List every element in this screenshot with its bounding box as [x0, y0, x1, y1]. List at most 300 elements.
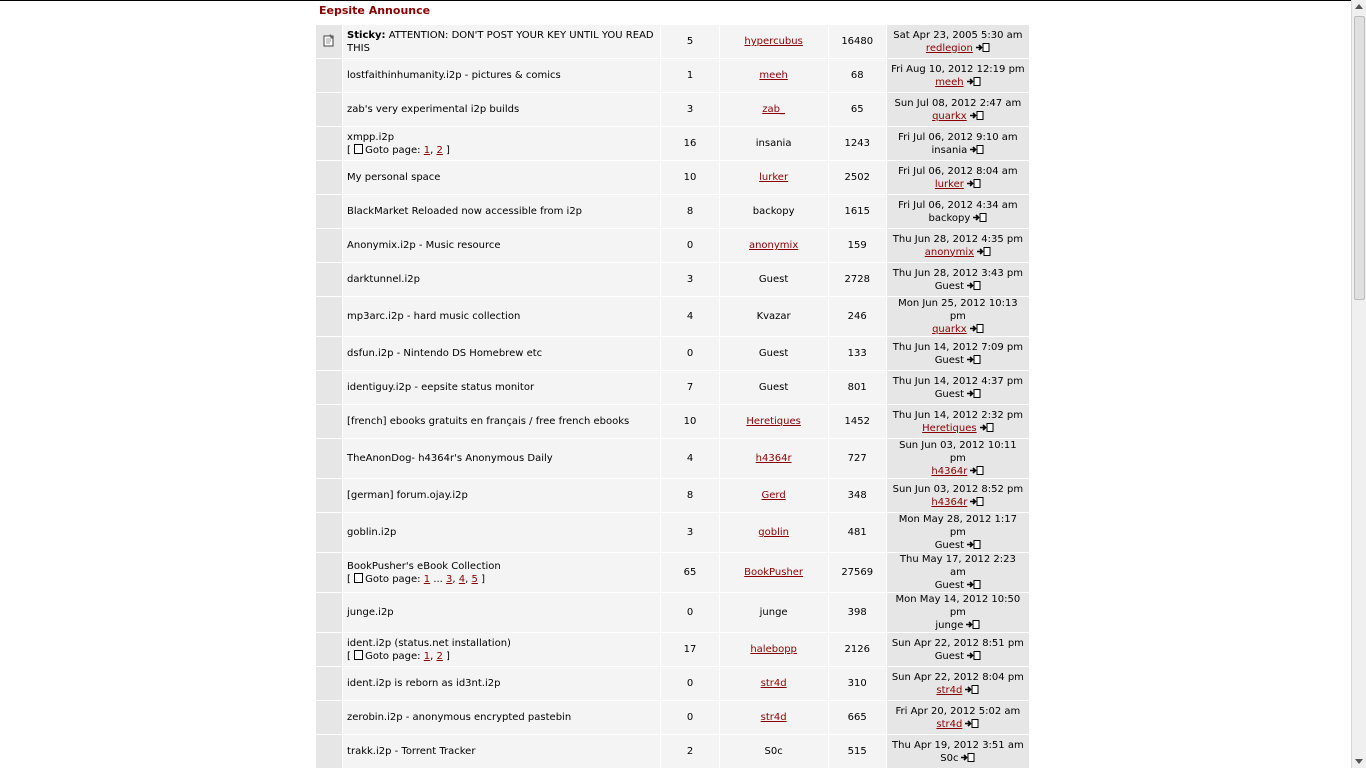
last-post-cell	[887, 479, 1029, 512]
topic-title-link[interactable]: dsfun.i2p - Nintendo DS Homebrew etc	[347, 348, 543, 359]
topic-title-cell	[343, 229, 660, 262]
last-post-date: Thu Jun 14, 2012 2:32 pm	[892, 409, 1023, 421]
last-post-author: S0c	[940, 752, 959, 764]
last-post-cell	[887, 161, 1029, 194]
last-post-author-link[interactable]: h4364r	[931, 466, 968, 477]
topic-status-cell	[316, 735, 342, 768]
author-cell	[720, 633, 828, 666]
topic-title-link[interactable]: trakk.i2p - Torrent Tracker	[347, 746, 476, 757]
author-link[interactable]: h4364r	[755, 453, 792, 464]
goto-open-bracket: [	[347, 144, 351, 156]
views-cell	[829, 195, 886, 228]
replies-count: 3	[686, 274, 694, 285]
topic-title-cell	[343, 297, 660, 336]
author-link[interactable]: BookPusher	[744, 567, 804, 578]
views-count: 65	[850, 104, 864, 115]
topic-title-link[interactable]: [german] forum.ojay.i2p	[347, 490, 468, 501]
views-cell	[829, 263, 886, 296]
goto-last-post-icon[interactable]	[980, 423, 994, 432]
goto-last-post-icon[interactable]	[967, 355, 981, 364]
views-cell	[829, 667, 886, 700]
page-ellipsis: ...	[433, 573, 443, 585]
replies-count: 8	[686, 206, 694, 217]
last-post-cell	[887, 297, 1029, 336]
goto-pages: [ Goto page: 1, 2 ]	[347, 144, 450, 156]
replies-cell	[661, 337, 718, 370]
last-post-author-link[interactable]: str4d	[936, 718, 963, 730]
goto-last-post-icon[interactable]	[967, 281, 981, 290]
views-cell	[829, 405, 886, 438]
topic-row	[316, 593, 1029, 632]
page-link[interactable]: 1	[423, 573, 431, 585]
sticky-label: Sticky:	[347, 29, 386, 41]
goto-last-post-icon[interactable]	[977, 247, 991, 256]
author-link[interactable]: meeh	[759, 70, 788, 81]
author-name: junge	[759, 607, 788, 618]
last-post-author: Guest	[934, 388, 965, 400]
topic-title-link[interactable]: xmpp.i2p	[347, 131, 395, 143]
last-post-cell	[887, 195, 1029, 228]
views-count: 246	[847, 311, 867, 322]
topic-row	[316, 263, 1029, 296]
views-count: 2126	[844, 644, 870, 655]
author-cell	[720, 127, 828, 160]
last-post-cell	[887, 127, 1029, 160]
replies-cell	[661, 633, 718, 666]
topic-row	[316, 297, 1029, 336]
topic-row	[316, 667, 1029, 700]
replies-cell	[661, 479, 718, 512]
scroll-down-arrow-icon[interactable]	[1355, 759, 1363, 764]
last-post-author: Guest	[934, 650, 965, 662]
topic-title-cell	[343, 161, 660, 194]
author-cell	[720, 593, 828, 632]
author-cell	[720, 553, 828, 592]
topic-row	[316, 337, 1029, 370]
topics-table	[315, 24, 1030, 769]
topic-status-cell	[316, 553, 342, 592]
author-link[interactable]: hypercubus	[744, 36, 803, 47]
last-post-cell	[887, 553, 1029, 592]
author-link[interactable]: Heretiques	[746, 416, 801, 427]
author-link[interactable]: str4d	[760, 712, 787, 723]
goto-last-post-icon[interactable]	[967, 580, 981, 589]
sticky-topic-icon	[322, 33, 336, 47]
last-post-author: junge	[935, 620, 964, 631]
last-post-author: Guest	[934, 580, 965, 591]
forum-title-link[interactable]: Eepsite Announce	[319, 4, 431, 17]
topic-row	[316, 195, 1029, 228]
page-link[interactable]: 1	[423, 144, 431, 156]
last-post-author-link[interactable]: str4d	[936, 684, 963, 696]
replies-cell	[661, 229, 718, 262]
goto-last-post-icon[interactable]	[967, 651, 981, 660]
topic-row	[316, 93, 1029, 126]
goto-label: Goto page:	[365, 573, 421, 585]
replies-count: 16	[683, 138, 697, 149]
goto-last-post-icon[interactable]	[965, 685, 979, 694]
topic-status-cell	[316, 59, 342, 92]
topic-title-link[interactable]: junge.i2p	[347, 607, 394, 618]
topic-status-cell	[316, 371, 342, 404]
goto-last-post-icon[interactable]	[967, 389, 981, 398]
topic-title-cell	[343, 195, 660, 228]
last-post-date: Fri Jul 06, 2012 4:34 am	[898, 199, 1018, 211]
replies-count: 8	[686, 490, 694, 501]
topic-row	[316, 633, 1029, 666]
goto-last-post-icon[interactable]	[976, 43, 990, 52]
page-link[interactable]: 5	[471, 573, 478, 585]
topic-title-link[interactable]: lostfaithinhumanity.i2p - pictures & comics	[347, 70, 561, 81]
goto-open-bracket: [	[347, 573, 351, 585]
last-post-date: Sun Apr 22, 2012 8:04 pm	[891, 671, 1024, 683]
author-cell	[720, 337, 828, 370]
last-post-author-link[interactable]: quarkx	[932, 324, 967, 335]
last-post-cell	[887, 263, 1029, 296]
topic-row	[316, 439, 1029, 478]
topic-status-cell	[316, 701, 342, 734]
topic-title-link[interactable]: Anonymix.i2p - Music resource	[347, 240, 501, 251]
views-cell	[829, 59, 886, 92]
replies-count: 65	[683, 567, 697, 578]
author-link[interactable]: goblin	[758, 527, 789, 538]
views-cell	[829, 93, 886, 126]
goto-pages: [ Goto page: 1, 2 ]	[347, 650, 450, 662]
author-cell	[720, 479, 828, 512]
author-cell	[720, 405, 828, 438]
topic-title-link[interactable]: goblin.i2p	[347, 527, 397, 538]
topic-row	[316, 161, 1029, 194]
topic-title-link[interactable]: TheAnonDog- h4364r's Anonymous Daily	[347, 453, 553, 464]
views-count: 2728	[844, 274, 870, 285]
author-cell	[720, 735, 828, 768]
last-post-cell	[887, 439, 1029, 478]
topic-title-cell	[343, 553, 660, 592]
topic-status-cell	[316, 161, 342, 194]
replies-count: 10	[683, 172, 697, 183]
last-post-author-link[interactable]: anonymix	[924, 246, 975, 258]
views-count: 1452	[844, 416, 870, 427]
last-post-cell	[887, 25, 1029, 58]
views-cell	[829, 297, 886, 336]
topic-title-link[interactable]: ident.i2p (status.net installation)	[347, 637, 511, 649]
goto-label: Goto page:	[365, 650, 421, 662]
replies-cell	[661, 553, 718, 592]
replies-count: 0	[686, 712, 694, 723]
goto-last-post-icon[interactable]	[961, 753, 975, 762]
last-post-date: Thu Apr 19, 2012 3:51 am	[892, 739, 1024, 751]
topic-title-cell	[343, 263, 660, 296]
topic-title-link[interactable]: darktunnel.i2p	[347, 274, 420, 285]
author-name: Kvazar	[756, 311, 791, 322]
scroll-up-arrow-icon[interactable]	[1355, 4, 1363, 9]
topic-row	[316, 371, 1029, 404]
last-post-date: Thu Jun 28, 2012 3:43 pm	[892, 267, 1023, 279]
top-border	[0, 0, 1352, 1]
last-post-date: Sun Jul 08, 2012 2:47 am	[894, 97, 1022, 109]
goto-last-post-icon[interactable]	[966, 620, 980, 629]
goto-last-post-icon[interactable]	[970, 466, 984, 475]
views-count: 398	[847, 607, 867, 618]
replies-cell	[661, 371, 718, 404]
last-post-cell	[887, 667, 1029, 700]
page-link[interactable]: 2	[436, 144, 443, 156]
topic-title-cell	[343, 593, 660, 632]
views-cell	[829, 371, 886, 404]
topic-status-cell	[316, 25, 342, 58]
goto-last-post-icon[interactable]	[970, 111, 984, 120]
author-cell	[720, 439, 828, 478]
topic-status-cell	[316, 593, 342, 632]
views-cell	[829, 229, 886, 262]
replies-count: 1	[686, 70, 694, 81]
last-post-author-link[interactable]: redlegion	[925, 42, 973, 54]
last-post-cell	[887, 405, 1029, 438]
views-cell	[829, 25, 886, 58]
views-count: 16480	[841, 36, 874, 47]
views-cell	[829, 735, 886, 768]
topic-status-cell	[316, 633, 342, 666]
views-count: 665	[847, 712, 867, 723]
last-post-author-link[interactable]: Heretiques	[922, 422, 977, 434]
last-post-cell	[887, 229, 1029, 262]
author-link[interactable]: Gerd	[761, 490, 786, 501]
replies-cell	[661, 405, 718, 438]
replies-cell	[661, 25, 718, 58]
views-count: 1615	[844, 206, 870, 217]
topic-title-cell	[343, 479, 660, 512]
topic-row	[316, 735, 1029, 768]
replies-count: 10	[683, 416, 697, 427]
last-post-cell	[887, 593, 1029, 632]
replies-cell	[661, 513, 718, 552]
views-count: 481	[847, 527, 867, 538]
replies-count: 7	[686, 382, 694, 393]
topic-row	[316, 553, 1029, 592]
page-link[interactable]: 1	[423, 650, 431, 662]
topic-title-link[interactable]: BlackMarket Reloaded now accessible from i2p	[347, 206, 583, 217]
last-post-date: Mon Jun 25, 2012 10:13 pm	[898, 298, 1018, 322]
last-post-date: Fri Aug 10, 2012 12:19 pm	[891, 63, 1025, 75]
views-cell	[829, 127, 886, 160]
author-name: backopy	[752, 206, 795, 217]
replies-count: 0	[686, 240, 694, 251]
last-post-date: Fri Jul 06, 2012 9:10 am	[898, 131, 1018, 143]
last-post-cell	[887, 93, 1029, 126]
author-cell	[720, 59, 828, 92]
replies-cell	[661, 93, 718, 126]
topic-title-link[interactable]: BookPusher's eBook Collection	[347, 560, 501, 572]
last-post-date: Sat Apr 23, 2005 5:30 am	[893, 29, 1023, 41]
views-cell	[829, 161, 886, 194]
last-post-cell	[887, 735, 1029, 768]
views-count: 310	[847, 678, 867, 689]
topic-status-cell	[316, 229, 342, 262]
replies-count: 3	[686, 104, 694, 115]
goto-label: Goto page:	[365, 144, 421, 156]
topic-status-cell	[316, 93, 342, 126]
author-name: Guest	[758, 382, 789, 393]
topic-status-cell	[316, 297, 342, 336]
goto-close-bracket: ]	[446, 144, 450, 156]
last-post-date: Fri Jul 06, 2012 8:04 am	[898, 165, 1018, 177]
author-name: insania	[755, 138, 792, 149]
page-link[interactable]: 3	[446, 573, 453, 585]
last-post-author-link[interactable]: h4364r	[931, 496, 968, 508]
topic-title-cell	[343, 59, 660, 92]
goto-close-bracket: ]	[481, 573, 485, 585]
topic-title-link[interactable]: mp3arc.i2p - hard music collection	[347, 311, 521, 322]
topic-row	[316, 25, 1029, 58]
last-post-cell	[887, 633, 1029, 666]
goto-last-post-icon[interactable]	[965, 719, 979, 728]
views-count: 68	[850, 70, 864, 81]
goto-last-post-icon[interactable]	[970, 497, 984, 506]
last-post-author-link[interactable]: quarkx	[932, 110, 967, 122]
author-link[interactable]: anonymix	[748, 240, 799, 251]
author-cell	[720, 161, 828, 194]
goto-last-post-icon[interactable]	[967, 540, 981, 549]
author-cell	[720, 195, 828, 228]
last-post-cell	[887, 59, 1029, 92]
topic-status-cell	[316, 667, 342, 700]
last-post-author: Guest	[934, 354, 965, 366]
topic-status-cell	[316, 127, 342, 160]
last-post-date: Thu Jun 14, 2012 4:37 pm	[892, 375, 1023, 387]
views-cell	[829, 701, 886, 734]
topic-title-cell	[343, 405, 660, 438]
author-link[interactable]: halebopp	[750, 644, 797, 655]
topic-title-cell	[343, 701, 660, 734]
page-icon	[354, 144, 363, 154]
author-name: Guest	[758, 348, 789, 359]
topic-row	[316, 127, 1029, 160]
vertical-scrollbar[interactable]	[1351, 0, 1366, 768]
author-link[interactable]: zab_	[762, 104, 785, 115]
topic-title-link[interactable]: zerobin.i2p - anonymous encrypted pastebin	[347, 712, 572, 723]
topic-title-link[interactable]: zab's very experimental i2p builds	[347, 104, 520, 115]
topics-table-body	[316, 25, 1029, 768]
goto-last-post-icon[interactable]	[970, 145, 984, 154]
replies-cell	[661, 439, 718, 478]
last-post-date: Thu Jun 14, 2012 7:09 pm	[892, 341, 1023, 353]
views-count: 801	[847, 382, 867, 393]
last-post-cell	[887, 701, 1029, 734]
replies-cell	[661, 127, 718, 160]
author-cell	[720, 263, 828, 296]
topic-row	[316, 701, 1029, 734]
topic-title-cell	[343, 127, 660, 160]
topic-status-cell	[316, 337, 342, 370]
topic-title-cell	[343, 633, 660, 666]
topic-title-cell	[343, 371, 660, 404]
topic-title-cell	[343, 735, 660, 768]
topic-title-cell	[343, 25, 660, 58]
last-post-author: backopy	[928, 212, 971, 224]
goto-close-bracket: ]	[446, 650, 450, 662]
replies-count: 4	[686, 311, 694, 322]
goto-last-post-icon[interactable]	[967, 77, 981, 86]
last-post-date: Sun Apr 22, 2012 8:51 pm	[891, 637, 1024, 649]
page-link[interactable]: 4	[458, 573, 466, 585]
topic-row	[316, 513, 1029, 552]
author-cell	[720, 93, 828, 126]
topic-status-cell	[316, 479, 342, 512]
last-post-date: Thu Jun 28, 2012 4:35 pm	[892, 233, 1023, 245]
views-cell	[829, 479, 886, 512]
last-post-date: Thu May 17, 2012 2:23 am	[899, 554, 1016, 578]
replies-count: 4	[686, 453, 694, 464]
views-cell	[829, 553, 886, 592]
author-cell	[720, 229, 828, 262]
author-cell	[720, 667, 828, 700]
topic-title-link[interactable]: ATTENTION: DON'T POST YOUR KEY UNTIL YOU READ THIS	[347, 29, 654, 54]
topic-title-link[interactable]: ident.i2p is reborn as id3nt.i2p	[347, 678, 501, 689]
replies-cell	[661, 195, 718, 228]
page-icon	[354, 650, 363, 660]
views-count: 515	[847, 746, 867, 757]
views-cell	[829, 513, 886, 552]
author-cell	[720, 513, 828, 552]
scrollbar-thumb[interactable]	[1354, 16, 1365, 300]
views-count: 727	[847, 453, 867, 464]
topic-status-cell	[316, 263, 342, 296]
views-count: 1243	[844, 138, 870, 149]
page-link[interactable]: 2	[436, 650, 443, 662]
author-cell	[720, 371, 828, 404]
last-post-date: Mon May 28, 2012 1:17 pm	[898, 514, 1018, 538]
last-post-author: Guest	[934, 540, 965, 551]
topic-status-cell	[316, 405, 342, 438]
topic-title-cell	[343, 513, 660, 552]
replies-count: 17	[683, 644, 697, 655]
goto-open-bracket: [	[347, 650, 351, 662]
topic-title-cell	[343, 439, 660, 478]
topic-row	[316, 59, 1029, 92]
author-name: S0c	[764, 746, 783, 757]
goto-last-post-icon[interactable]	[967, 179, 981, 188]
topic-title-link[interactable]: identiguy.i2p - eepsite status monitor	[347, 382, 535, 393]
topic-title-link[interactable]: My personal space	[347, 172, 441, 183]
topic-row	[316, 405, 1029, 438]
last-post-author-link[interactable]: lurker	[934, 178, 964, 190]
views-cell	[829, 593, 886, 632]
topic-row	[316, 479, 1029, 512]
last-post-author: Guest	[934, 280, 965, 292]
goto-last-post-icon[interactable]	[973, 213, 987, 222]
last-post-author: insania	[931, 144, 968, 156]
views-count: 159	[847, 240, 867, 251]
author-cell	[720, 701, 828, 734]
author-name: Guest	[758, 274, 789, 285]
replies-count: 0	[686, 607, 694, 618]
replies-cell	[661, 667, 718, 700]
replies-cell	[661, 735, 718, 768]
replies-cell	[661, 59, 718, 92]
topic-title-cell	[343, 667, 660, 700]
last-post-date: Sun Jun 03, 2012 8:52 pm	[892, 483, 1024, 495]
last-post-cell	[887, 513, 1029, 552]
last-post-date: Mon May 14, 2012 10:50 pm	[895, 594, 1021, 618]
author-cell	[720, 25, 828, 58]
last-post-author-link[interactable]: meeh	[935, 76, 964, 88]
goto-last-post-icon[interactable]	[970, 324, 984, 333]
topic-title-link[interactable]: [french] ebooks gratuits en français / free french ebooks	[347, 416, 630, 427]
last-post-cell	[887, 337, 1029, 370]
replies-count: 3	[686, 527, 694, 538]
author-link[interactable]: lurker	[759, 172, 789, 183]
author-link[interactable]: str4d	[760, 678, 787, 689]
